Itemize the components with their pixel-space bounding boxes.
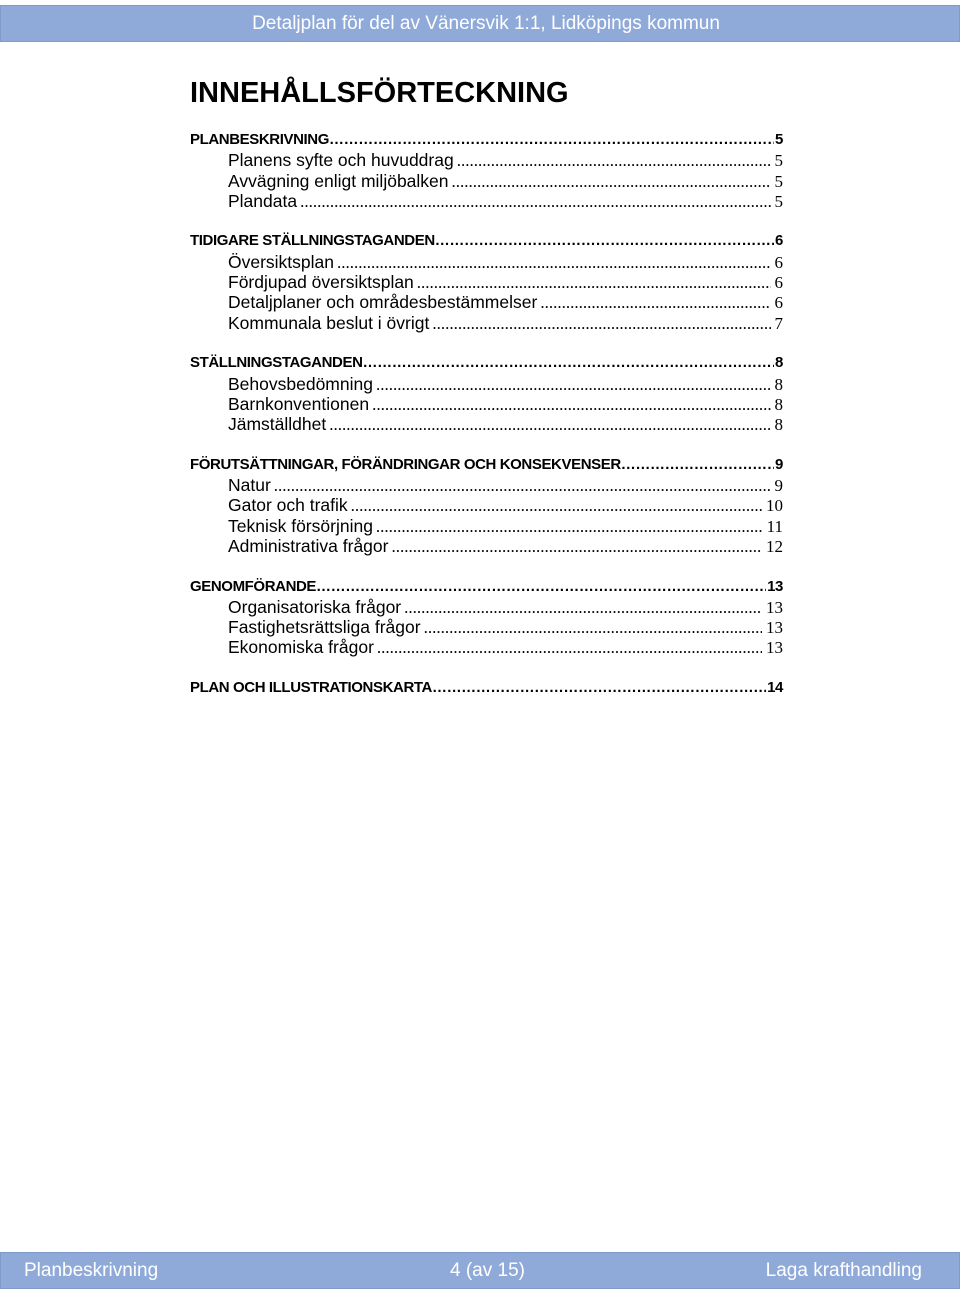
toc-heading-entry — [190, 678, 783, 698]
toc-entry — [190, 536, 783, 556]
toc-page-number: 9 — [774, 476, 783, 496]
toc-heading-entry — [190, 455, 783, 475]
toc-leader-dots — [351, 496, 762, 516]
toc-heading-entry — [190, 231, 783, 251]
toc-entry-label: Detaljplaner och områdesbestämmelser — [228, 292, 538, 313]
toc-entry — [190, 475, 783, 495]
toc-entry-label: Översiktsplan — [228, 251, 335, 272]
toc-heading-label: FÖRUTSÄTTNINGAR, FÖRÄNDRINGAR OCH KONSEKVENSER — [190, 455, 621, 473]
toc-page-number: 8 — [774, 415, 783, 435]
toc-leader-dots — [404, 598, 762, 618]
document-footer-bar — [0, 1252, 960, 1289]
toc-entry-label: Avvägning enligt miljöbalken — [228, 170, 449, 191]
toc-section-tidigare-stallningstaganden — [190, 231, 783, 332]
toc-leader-dots — [316, 577, 766, 597]
toc-leader-dots — [435, 231, 774, 251]
toc-entry — [190, 597, 783, 617]
toc-heading-entry — [190, 577, 783, 597]
toc-section-forutsattningar — [190, 455, 783, 556]
table-of-contents — [190, 130, 783, 719]
toc-entry — [190, 191, 783, 211]
toc-entry-label: Natur — [228, 475, 271, 496]
toc-page-number: 11 — [766, 516, 783, 536]
toc-page-number: 5 — [774, 191, 783, 211]
toc-entry — [190, 150, 783, 170]
toc-leader-dots — [391, 537, 762, 557]
toc-leader-dots — [452, 172, 771, 192]
toc-leader-dots — [372, 395, 770, 415]
toc-heading-label: TIDIGARE STÄLLNINGSTAGANDEN — [190, 232, 435, 250]
toc-entry-label: Fördjupad översiktsplan — [228, 272, 414, 293]
toc-leader-dots — [274, 476, 771, 496]
toc-entry-label: Plandata — [228, 190, 298, 211]
toc-entry — [190, 272, 783, 292]
toc-leader-dots — [432, 678, 766, 698]
toc-section-genomforande — [190, 577, 783, 658]
toc-section-planbeskrivning — [190, 130, 783, 211]
toc-page-number: 9 — [775, 455, 783, 473]
toc-entry-label: Fastighetsrättsliga frågor — [228, 617, 421, 638]
toc-entry — [190, 171, 783, 191]
toc-entry — [190, 516, 783, 536]
toc-entry-label: Kommunala beslut i övrigt — [228, 312, 430, 333]
toc-leader-dots — [329, 415, 770, 435]
footer-page-number: 4 (av 15) — [450, 1260, 525, 1281]
document-header-title: Detaljplan för del av Vänersvik 1:1, Lidköpings kommun — [252, 13, 720, 34]
toc-page-number: 13 — [767, 577, 783, 595]
toc-page-number: 5 — [775, 131, 783, 148]
toc-entry — [190, 252, 783, 272]
toc-entry-label: Teknisk försörjning — [228, 515, 373, 536]
toc-page-number: 5 — [774, 171, 783, 191]
toc-leader-dots — [376, 375, 771, 395]
toc-entry — [190, 394, 783, 414]
toc-page-number: 5 — [774, 151, 783, 171]
toc-leader-dots — [337, 253, 770, 273]
toc-entry-label: Organisatoriska frågor — [228, 596, 402, 617]
toc-entry — [190, 617, 783, 637]
toc-entry — [190, 313, 783, 333]
toc-leader-dots — [417, 273, 771, 293]
toc-entry-label: Gator och trafik — [228, 495, 348, 516]
footer-document-type: Planbeskrivning — [24, 1260, 159, 1281]
toc-section-stallningstaganden — [190, 353, 783, 434]
toc-leader-dots — [432, 314, 770, 334]
toc-page-number: 13 — [766, 618, 783, 638]
toc-heading-entry — [190, 353, 783, 373]
toc-heading-entry — [190, 130, 783, 150]
toc-heading-label: GENOMFÖRANDE — [190, 577, 317, 595]
toc-entry — [190, 292, 783, 312]
toc-title: INNEHÅLLSFÖRTECKNING — [190, 77, 569, 109]
toc-entry-label: Ekonomiska frågor — [228, 637, 374, 658]
toc-page-number: 6 — [774, 293, 783, 313]
toc-page-number: 8 — [774, 374, 783, 394]
toc-page-number: 13 — [766, 597, 783, 617]
toc-leader-dots — [377, 638, 762, 658]
toc-heading-label: STÄLLNINGSTAGANDEN — [190, 354, 363, 372]
toc-leader-dots — [457, 151, 771, 171]
toc-page-number: 6 — [774, 273, 783, 293]
toc-leader-dots — [540, 293, 770, 313]
toc-page-number: 10 — [766, 496, 783, 516]
toc-entry-label: Barnkonventionen — [228, 393, 370, 414]
toc-page-number: 6 — [775, 232, 783, 250]
toc-leader-dots — [424, 618, 762, 638]
document-header-bar — [0, 5, 960, 42]
toc-page-number: 8 — [774, 394, 783, 414]
toc-leader-dots — [376, 517, 763, 537]
toc-entry — [190, 374, 783, 394]
toc-page-number: 7 — [774, 313, 783, 333]
toc-entry — [190, 414, 783, 434]
toc-page-number: 12 — [766, 536, 783, 556]
toc-entry-label: Behovsbedömning — [228, 373, 373, 394]
toc-entry-label: Planens syfte och huvuddrag — [228, 150, 454, 171]
toc-heading-label: PLANBESKRIVNING — [190, 131, 330, 148]
toc-page-number: 14 — [767, 679, 783, 697]
toc-heading-label: PLAN OCH ILLUSTRATIONSKARTA — [190, 679, 432, 697]
toc-entry-label: Administrativa frågor — [228, 535, 389, 556]
toc-leader-dots — [329, 130, 774, 150]
toc-leader-dots — [363, 353, 775, 373]
footer-status: Laga krafthandling — [765, 1260, 922, 1281]
toc-entry-label: Jämställdhet — [228, 414, 327, 435]
toc-page-number: 6 — [774, 252, 783, 272]
toc-leader-dots — [300, 192, 770, 212]
toc-entry — [190, 637, 783, 657]
toc-section-plan-och-illustrationskarta — [190, 678, 783, 698]
toc-page-number: 8 — [775, 354, 783, 372]
toc-leader-dots — [621, 455, 774, 475]
toc-entry — [190, 495, 783, 515]
toc-page-number: 13 — [766, 638, 783, 658]
